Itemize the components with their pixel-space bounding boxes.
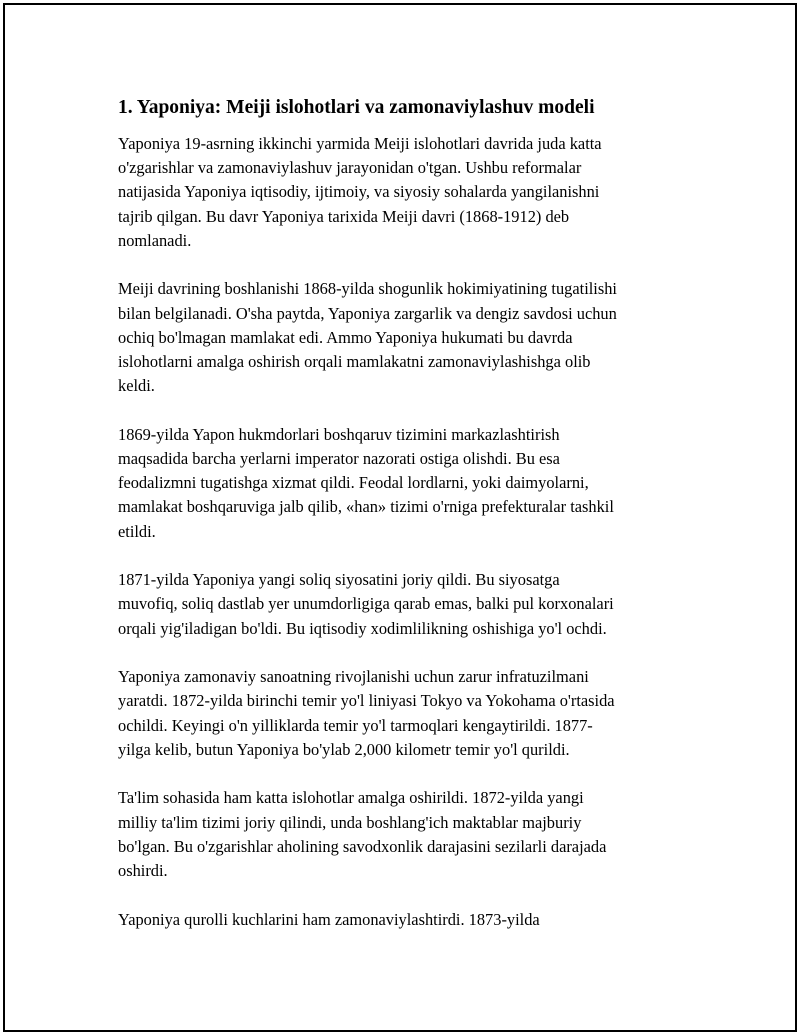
paragraph-line: keldi. [118,376,155,396]
paragraph [118,786,698,883]
paragraph-line: maqsadida barcha yerlarni imperator nazorati ostiga olishdi. Bu esa [118,449,560,469]
paragraph [118,423,698,544]
paragraph-line: feodalizmni tugatishga xizmat qildi. Feodal lordlarni, yoki daimyolarni, [118,473,589,493]
paragraph-line: bilan belgilanadi. O'sha paytda, Yaponiya zargarlik va dengiz savdosi uchun [118,303,617,323]
paragraph-line: milliy ta'lim tizimi joriy qilindi, unda boshlang'ich maktablar majburiy [118,812,582,832]
section-heading: 1. Yaponiya: Meiji islohotlari va zamonaviylashuv modeli [118,97,595,118]
paragraph-line: 1871-yilda Yaponiya yangi soliq siyosatini joriy qildi. Bu siyosatga [118,570,560,590]
paragraph [118,132,698,253]
paragraph-line: ochildi. Keyingi o'n yilliklarda temir yo'l tarmoqlari kengaytirildi. 1877- [118,715,593,735]
paragraph [118,908,698,932]
document-body [118,96,698,956]
paragraph-line: Yaponiya 19-asrning ikkinchi yarmida Meiji islohotlari davrida juda katta [118,134,602,153]
paragraph-line: oshirdi. [118,861,168,881]
paragraph-line: tajrib qilgan. Bu davr Yaponiya tarixida Meiji davri (1868-1912) deb [118,206,570,226]
paragraph-line: bo'lgan. Bu o'zgarishlar aholining savodxonlik darajasini sezilarli darajada [118,836,607,856]
paragraph-line: yilga kelib, butun Yaponiya bo'ylab 2,000 kilometr temir yo'l qurildi. [118,739,570,759]
paragraph-line: islohotlarni amalga oshirish orqali mamlakatni zamonaviylashishga olib [118,352,591,372]
paragraph-line: etildi. [118,521,156,541]
paragraph [118,277,698,398]
paragraph-line: Ta'lim sohasida ham katta islohotlar amalga oshirildi. 1872-yilda yangi [118,788,584,808]
paragraph-line: mamlakat boshqaruviga jalb qilib, «han» tizimi o'rniga prefekturalar tashkil [118,497,614,517]
paragraph-line: muvofiq, soliq dastlab yer unumdorligiga qarab emas, balki pul korxonalari [118,594,614,614]
paragraph [118,568,698,641]
paragraph-line: yaratdi. 1872-yilda birinchi temir yo'l liniyasi Tokyo va Yokohama o'rtasida [118,691,615,711]
paragraph-line: o'zgarishlar va zamonaviylashuv jarayonidan o'tgan. Ushbu reformalar [118,158,582,178]
paragraph-list [118,132,698,932]
paragraph [118,665,698,762]
paragraph-line: nomlanadi. [118,230,192,250]
paragraph-line: Yaponiya qurolli kuchlarini ham zamonaviylashtirdi. 1873-yilda [118,909,540,929]
paragraph-line: natijasida Yaponiya iqtisodiy, ijtimoiy, va siyosiy sohalarda yangilanishni [118,182,600,202]
paragraph-line: Meiji davrining boshlanishi 1868-yilda shogunlik hokimiyatining tugatilishi [118,279,617,299]
paragraph-line: orqali yig'iladigan bo'ldi. Bu iqtisodiy xodimlilikning oshishiga yo'l ochdi. [118,618,607,638]
paragraph-line: 1869-yilda Yapon hukmdorlari boshqaruv tizimini markazlashtirish [118,424,560,444]
paragraph-line: ochiq bo'lmagan mamlakat edi. Ammo Yaponiya hukumati bu davrda [118,327,573,347]
paragraph-line: Yaponiya zamonaviy sanoatning rivojlanishi uchun zarur infratuzilmani [118,667,589,687]
